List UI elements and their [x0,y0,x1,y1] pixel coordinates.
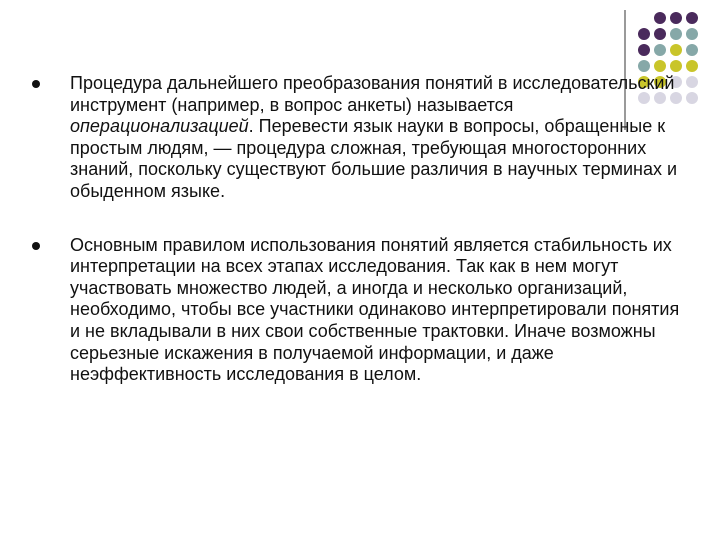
decorative-dot [686,60,698,72]
bullet-marker [32,242,40,250]
decorative-dot [638,60,650,72]
slide-body [32,73,682,386]
decorative-dot [654,12,666,24]
decorative-dot [670,44,682,56]
decorative-dot [654,60,666,72]
decorative-dot [654,28,666,40]
decorative-dot [670,12,682,24]
decorative-dot [670,60,682,72]
decorative-dot [638,44,650,56]
decorative-dot [638,28,650,40]
bullet-item-stability-rule [32,235,682,386]
decorative-dot [654,44,666,56]
decorative-dot [686,92,698,104]
decorative-dot [686,76,698,88]
decorative-dot [686,12,698,24]
bullet-item-operationalization [32,73,682,203]
bullet-marker [32,80,40,88]
bullet-text-start: Процедура дальнейшего преобразования понятий в исследовательский инструмент (например, в вопрос анкеты) называется [70,73,675,115]
decorative-dot [686,28,698,40]
decorative-dot [670,28,682,40]
decorative-dot [686,44,698,56]
bullet-text-end: . Перевести язык науки в вопросы, обращенные к простым людям, — процедура сложная, требующая многосторонних знаний, поскольку существуют большие различия в научных терминах и обыденном языке. [70,116,678,201]
emphasized-term: операционализацией [70,116,249,137]
bullet-text: Основным правилом использования понятий является стабильность их интерпретации на всех этапах исследования. Так как в нем могут участвовать множество людей, а иногда и несколько организаций, необходимо, чтобы все участники одинаково интерпретировали понятия и не вкладывали в них свои собственные трактовки. Иначе возможны серьезные искажения в получаемой информации, и даже неэффективность исследования в целом. [70,234,680,385]
